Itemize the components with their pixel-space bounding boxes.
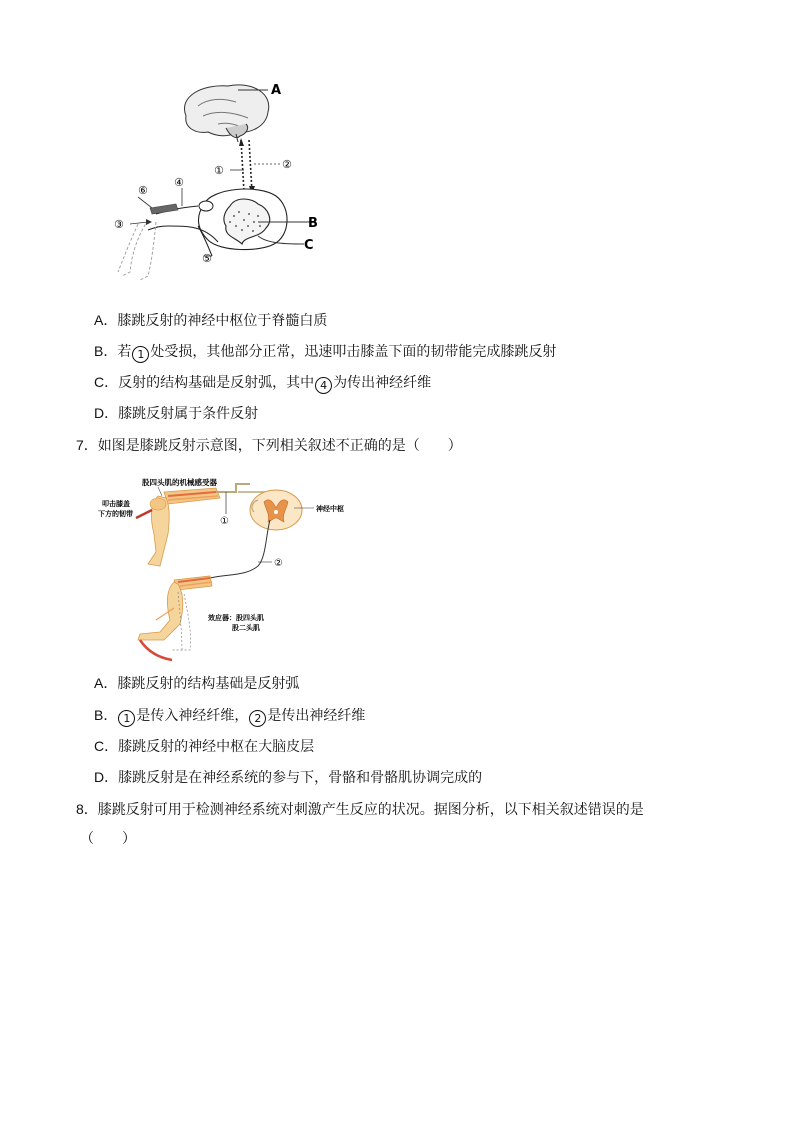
receptor-label: 股四头肌的机械感受器: [142, 478, 217, 487]
option-text-post: 为传出神经纤维: [333, 375, 432, 391]
q6-option-d[interactable]: [94, 403, 258, 424]
nerve-center-label: 神经中枢: [316, 505, 344, 513]
option-letter: A．: [94, 312, 118, 328]
marker-5: ⑤: [202, 252, 212, 265]
q7-stem: [76, 435, 462, 456]
option-text: 膝跳反射的神经中枢在大脑皮层: [118, 739, 315, 755]
marker-4: ④: [174, 176, 184, 189]
marker-2: ②: [282, 158, 292, 171]
option-text-post: 处受损，其他部分正常，迅速叩击膝盖下面的韧带能完成膝跳反射: [150, 344, 557, 360]
marker-3: ③: [114, 218, 124, 231]
effector-label-2: 股二头肌: [232, 624, 260, 632]
q7-option-b[interactable]: [94, 705, 365, 727]
tap-label-2: 下方的韧带: [98, 510, 133, 518]
question-text: 如图是膝跳反射示意图，下列相关叙述不正确的是（ ）: [97, 438, 462, 454]
q6-option-a[interactable]: [94, 310, 327, 331]
question-number: 8．: [76, 801, 98, 817]
option-letter: D．: [94, 769, 119, 785]
option-text: 膝跳反射属于条件反射: [118, 406, 259, 422]
brain-drawing: [184, 85, 268, 142]
option-text-pre: 若: [117, 344, 132, 360]
circled-number-2: 2: [249, 710, 266, 727]
option-text: 膝跳反射的神经中枢位于脊髓白质: [117, 313, 328, 329]
q7-option-c[interactable]: [94, 736, 314, 757]
spinal-cord-drawing: [250, 490, 302, 530]
option-letter: B．: [94, 707, 118, 723]
marker-1: ①: [214, 164, 224, 177]
marker-1: ①: [220, 516, 229, 527]
question-number: 7．: [76, 437, 98, 453]
q6-option-b[interactable]: [94, 341, 556, 363]
label-A: A: [271, 83, 282, 98]
effector-label-1: 效应器：股四头肌: [208, 614, 264, 622]
reflex-hammer: [136, 510, 152, 518]
dorsal-root-ganglion: [199, 201, 213, 211]
option-letter: C．: [94, 374, 119, 390]
q7-option-a[interactable]: [94, 673, 299, 694]
option-letter: A．: [94, 675, 118, 691]
marker-2: ②: [274, 558, 283, 569]
option-letter: D．: [94, 405, 119, 421]
marker-6: ⑥: [138, 184, 148, 197]
circled-number-1: 1: [118, 710, 135, 727]
q6-option-c[interactable]: [94, 372, 431, 394]
option-text: 膝跳反射的结构基础是反射弧: [117, 676, 300, 692]
option-letter: C．: [94, 738, 119, 754]
knee-jerk-figure: [98, 474, 370, 662]
label-B: B: [308, 216, 318, 231]
reflex-arc-figure-1: [108, 76, 338, 288]
option-text-post: 是传出神经纤维: [267, 708, 366, 724]
circled-number-1: 1: [132, 346, 149, 363]
spinal-cord-section: [198, 189, 287, 250]
q8-answer-paren[interactable]: [80, 829, 136, 849]
option-text: 膝跳反射是在神经系统的参与下，骨骼和骨骼肌协调完成的: [118, 770, 483, 786]
answer-blank: （ ）: [80, 831, 136, 847]
question-text: 膝跳反射可用于检测神经系统对刺激产生反应的状况。据图分析，以下相关叙述错误的是: [97, 802, 644, 818]
leg-lower-drawing: [138, 576, 212, 640]
pathway-1-2: [241, 140, 252, 192]
option-letter: B．: [94, 343, 118, 359]
circled-number-4: 4: [315, 377, 332, 394]
option-text-pre: 反射的结构基础是反射弧，其中: [118, 375, 315, 391]
muscle-fiber: [150, 204, 178, 214]
q8-stem: [76, 799, 644, 820]
tap-label-1: 叩击膝盖: [102, 500, 130, 508]
kick-arc: [140, 640, 172, 660]
leg-upper-drawing: [148, 488, 220, 566]
q7-option-d[interactable]: [94, 767, 482, 788]
option-text-mid: 是传入神经纤维，: [136, 708, 249, 724]
label-C: C: [304, 238, 314, 253]
